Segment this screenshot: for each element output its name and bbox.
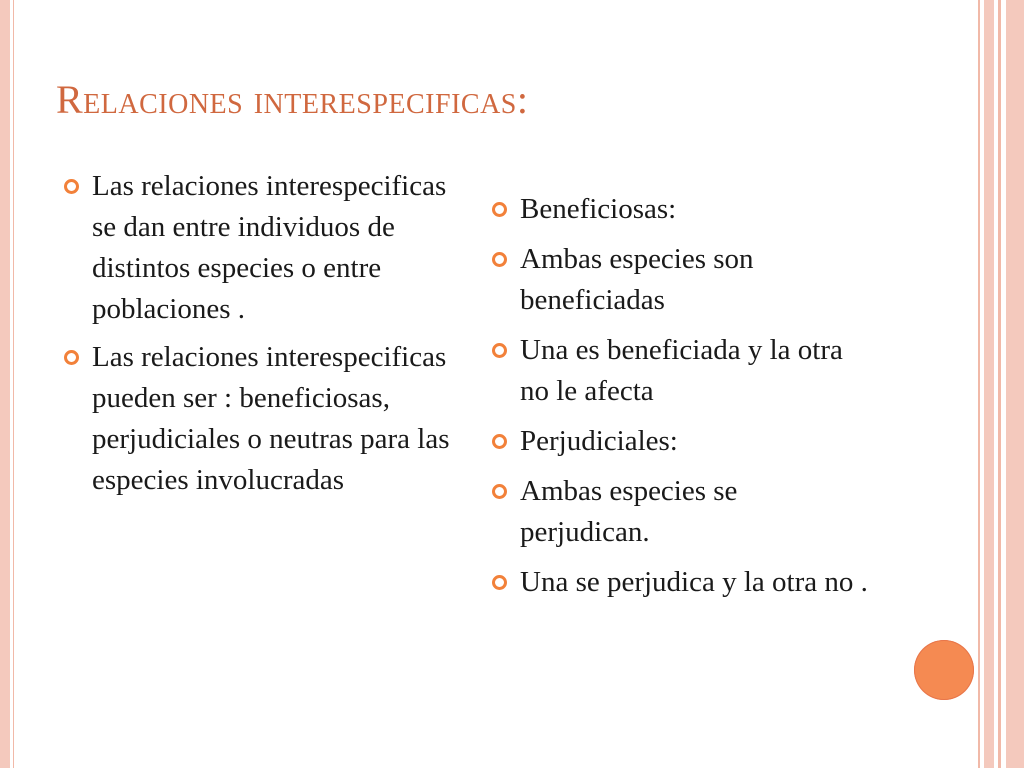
bullet-icon	[492, 202, 507, 217]
bullet-icon	[492, 252, 507, 267]
right-frame-edge	[1006, 0, 1024, 768]
left-frame-band	[0, 0, 10, 768]
bullet-icon	[492, 343, 507, 358]
slide-title: Relaciones interespecificas:	[56, 77, 529, 122]
decorative-circle-icon	[914, 640, 974, 700]
list-item	[64, 337, 458, 501]
bullet-text: Ambas especies se perjudican.	[520, 475, 738, 548]
bullet-text: Las relaciones interespecificas se dan entre individuos de distintos especies o entre poblaciones .	[92, 170, 447, 325]
right-frame-band	[984, 0, 994, 768]
bullet-icon	[64, 350, 79, 365]
left-frame-line	[13, 0, 14, 768]
list-item	[492, 562, 872, 603]
right-bullet-list	[492, 189, 872, 603]
bullet-icon	[492, 434, 507, 449]
list-item	[492, 421, 872, 462]
list-item	[492, 189, 872, 230]
list-item	[492, 471, 872, 553]
bullet-icon	[492, 484, 507, 499]
list-item	[492, 239, 872, 321]
bullet-text: Las relaciones interespecificas pueden ser : beneficiosas, perjudiciales o neutras para las especies involucradas	[92, 341, 450, 496]
right-frame-line	[978, 0, 980, 768]
bullet-icon	[64, 179, 79, 194]
bullet-text: Una es beneficiada y la otra no le afecta	[520, 334, 843, 407]
left-bullet-list	[64, 166, 458, 501]
bullet-text: Perjudiciales:	[520, 425, 678, 457]
bullet-text: Una se perjudica y la otra no .	[520, 566, 868, 598]
right-frame-thin-line	[998, 0, 1001, 768]
list-item	[64, 166, 458, 330]
bullet-text: Ambas especies son beneficiadas	[520, 243, 754, 316]
list-item	[492, 330, 872, 412]
bullet-icon	[492, 575, 507, 590]
bullet-text: Beneficiosas:	[520, 193, 677, 225]
